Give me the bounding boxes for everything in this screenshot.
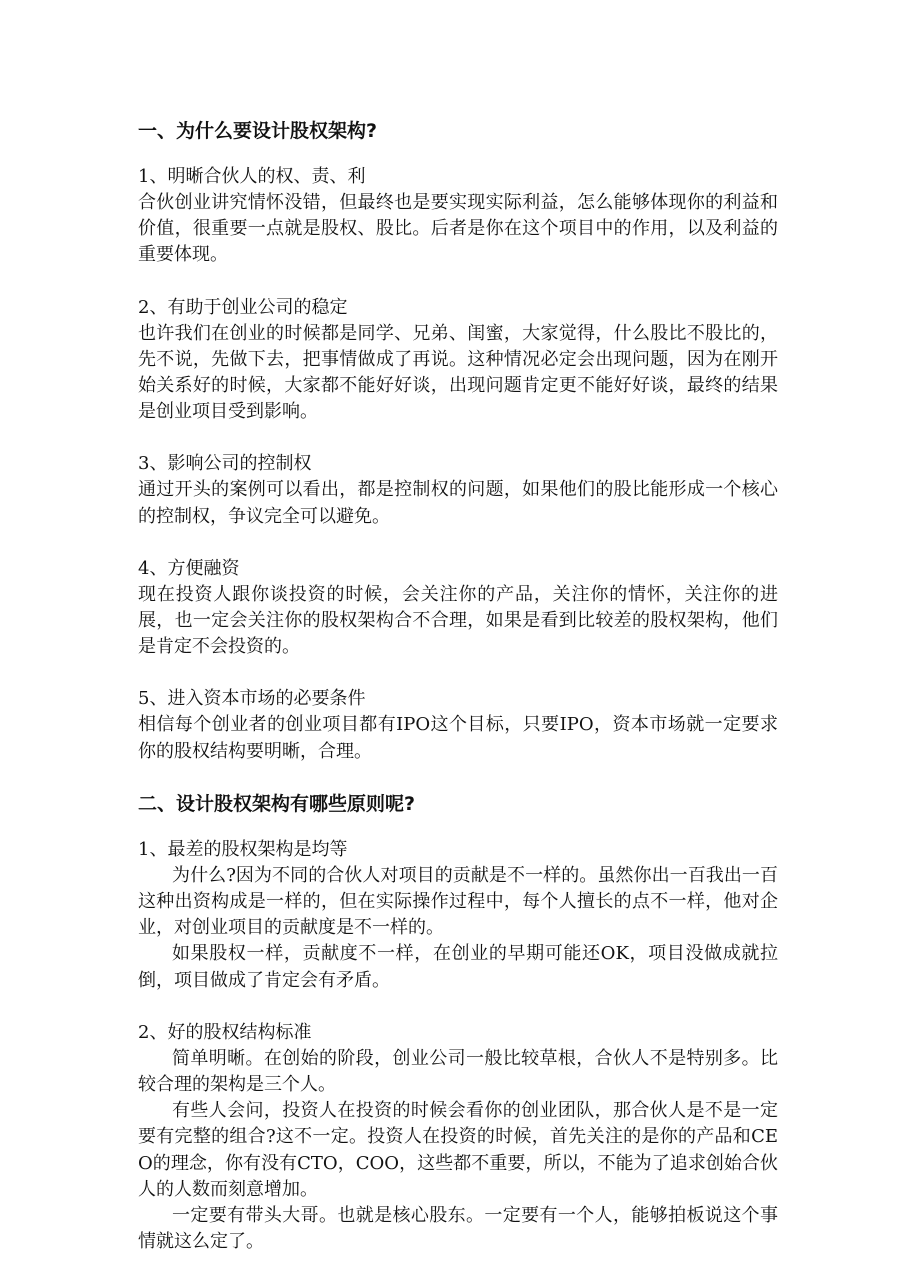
item-title: 4、方便融资 [138, 557, 240, 579]
paragraph: 现在投资人跟你谈投资的时候，会关注你的产品，关注你的情怀，关注你的进展，也一定会关注你的股权架构合不合理，如果是看到比较差的股权架构，他们是肯定不会投资的。 [138, 583, 778, 658]
paragraph: 通过开头的案例可以看出，都是控制权的问题，如果他们的股比能形成一个核心的控制权，争议完全可以避免。 [138, 479, 778, 527]
item-title: 2、有助于创业公司的稳定 [138, 296, 348, 318]
document-page [138, 118, 778, 1255]
item-title: 3、影响公司的控制权 [138, 453, 312, 475]
paragraph: 合伙创业讲究情怀没错，但最终也是要实现实际利益，怎么能够体现你的利益和价值，很重要一点就是股权、股比。后者是你在这个项目中的作用，以及利益的重要体现。 [138, 192, 778, 266]
paragraph: 一定要有带头大哥。也就是核心股东。一定要有一个人，能够拍板说这个事情就这么定了。 [138, 1205, 778, 1253]
paragraph: 相信每个创业者的创业项目都有IPO这个目标，只要IPO，资本市场就一定要求你的股权结构要明晰，合理。 [138, 714, 778, 762]
paragraph: 如果股权一样，贡献度不一样，在创业的早期可能还OK，项目没做成就拉倒，项目做成了肯定会有矛盾。 [138, 943, 778, 991]
paragraph: 简单明晰。在创始的阶段，创业公司一般比较草根，合伙人不是特别多。比较合理的架构是三个人。 [138, 1047, 778, 1096]
paragraph: 为什么?因为不同的合伙人对项目的贡献是不一样的。虽然你出一百我出一百这种出资构成是一样的，但在实际操作过程中，每个人擅长的点不一样，他对企业，对创业项目的贡献度是不一样的。 [138, 864, 778, 939]
item-title: 2、好的股权结构标准 [138, 1021, 312, 1043]
item-title: 1、明晰合伙人的权、责、利 [138, 166, 366, 187]
section-heading-1: 一、为什么要设计股权架构? [138, 120, 378, 142]
section-heading-2: 二、设计股权架构有哪些原则呢? [138, 792, 416, 815]
paragraph: 有些人会问，投资人在投资的时候会看你的创业团队，那合伙人是不是一定要有完整的组合?这不一定。投资人在投资的时候，首先关注的是你的产品和CEO的理念，你有没有CTO，COO，这些都不重要，所以，不能为了追求创始合伙人的人数而刻意增加。 [138, 1100, 778, 1200]
item-title: 1、最差的股权架构是均等 [138, 838, 348, 860]
paragraph: 也许我们在创业的时候都是同学、兄弟、闺蜜，大家觉得，什么股比不股比的，先不说，先做下去，把事情做成了再说。这种情况必定会出现问题，因为在刚开始关系好的时候，大家都不能好好谈，出现问题肯定更不能好好谈，最终的结果是创业项目受到影响。 [138, 322, 778, 423]
item-title: 5、进入资本市场的必要条件 [138, 688, 366, 710]
